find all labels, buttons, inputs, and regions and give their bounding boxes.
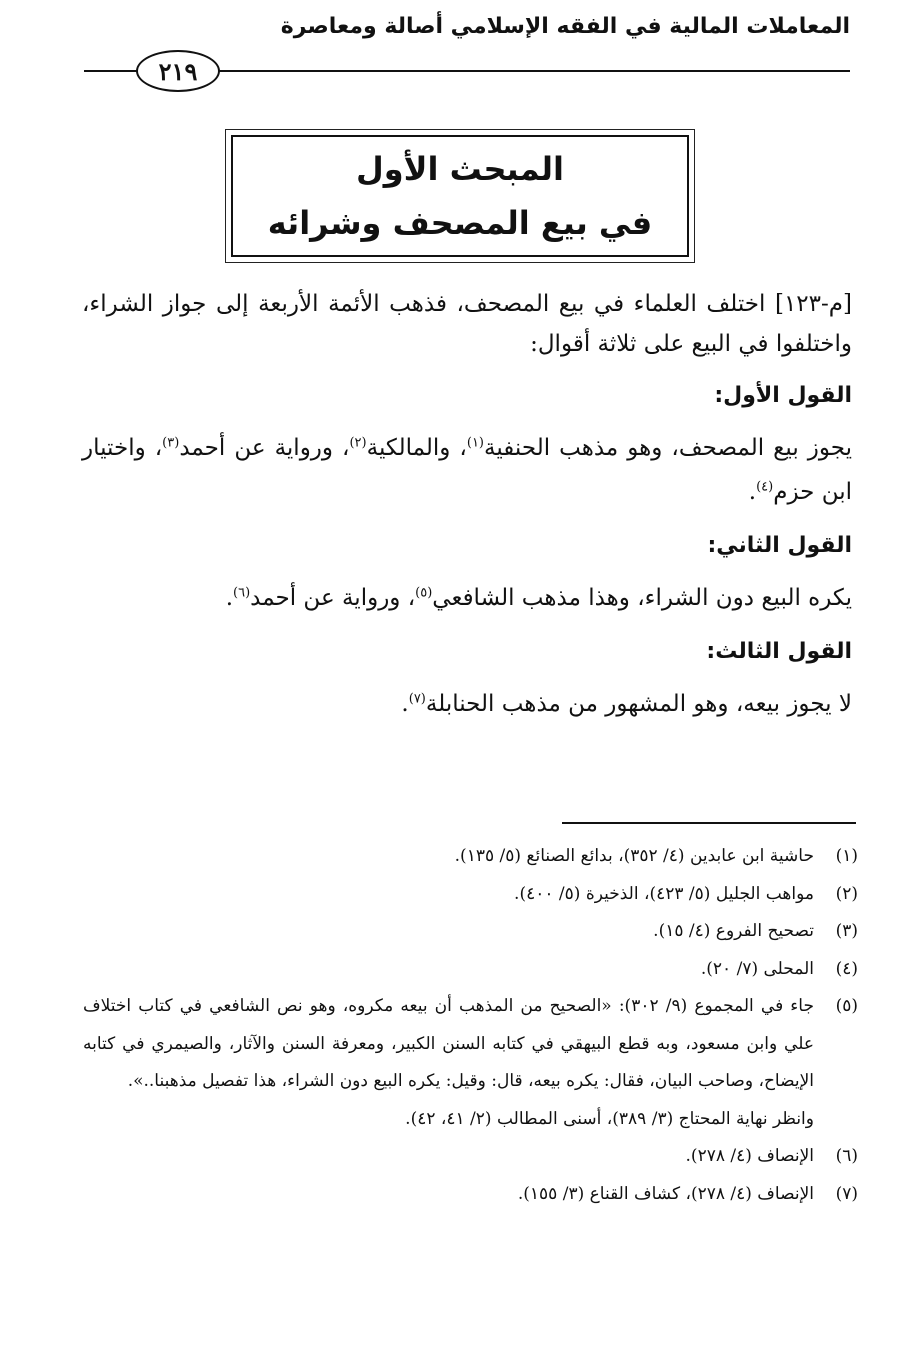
footnote-item bbox=[83, 1138, 858, 1176]
footnote-number: (٣) bbox=[835, 921, 858, 941]
opinion-text bbox=[82, 426, 852, 514]
footnote-item bbox=[83, 988, 858, 1138]
section-heading-inner-frame bbox=[231, 135, 689, 257]
footnote-number: (٤) bbox=[835, 958, 858, 979]
footnote-line: وانظر نهاية المحتاج (٣/ ٣٨٩)، أسنى المطالب (٢/ ٤١، ٤٢). bbox=[405, 1108, 814, 1129]
footnote-text bbox=[83, 838, 814, 876]
opinion-2 bbox=[82, 526, 852, 620]
opinion-segment: ، واختيار ابن حزم bbox=[82, 435, 852, 505]
footnote-item bbox=[83, 1176, 858, 1214]
opinion-text bbox=[82, 576, 852, 620]
opinion-3 bbox=[82, 632, 852, 726]
footnote-text bbox=[83, 913, 814, 951]
footnote-line: الإنصاف (٤/ ٢٧٨). bbox=[685, 1146, 814, 1166]
footnote-marker[interactable]: (٢) bbox=[349, 435, 367, 451]
footnote-text bbox=[83, 1176, 814, 1214]
footnote-number: (٥) bbox=[835, 996, 858, 1016]
footnote-marker[interactable]: (١) bbox=[466, 435, 484, 451]
intro-paragraph: [م-١٢٣] اختلف العلماء في بيع المصحف، فذهب الأئمة الأربعة إلى جواز الشراء، واختلفوا في البيع على ثلاثة أقوال: bbox=[82, 291, 852, 357]
opinion-segment: ، والمالكية bbox=[366, 435, 467, 461]
footnote-item bbox=[83, 913, 858, 951]
opinion-heading: القول الأول: bbox=[714, 383, 852, 408]
footnote-marker[interactable]: (٦) bbox=[233, 585, 251, 601]
opinion-segment: ، ورواية عن أحمد bbox=[250, 585, 416, 611]
section-heading-title: المبحث الأول bbox=[355, 150, 565, 188]
footnote-line: تصحيح الفروع (٤/ ١٥). bbox=[653, 921, 814, 941]
opinion-heading: القول الثالث: bbox=[706, 639, 852, 664]
footnote-item bbox=[83, 951, 858, 989]
opinion-text bbox=[82, 682, 852, 726]
opinion-segment: . bbox=[225, 585, 233, 611]
footnote-item bbox=[83, 838, 858, 876]
opinion-segment: لا يجوز بيعه، وهو المشهور من مذهب الحنابلة bbox=[425, 691, 852, 717]
footnote-marker[interactable]: (٥) bbox=[415, 585, 433, 601]
footnote-number: (٧) bbox=[835, 1183, 858, 1204]
footnote-text bbox=[83, 988, 814, 1138]
footnote-separator bbox=[562, 822, 856, 824]
section-heading-frame bbox=[225, 129, 695, 263]
opinion-1 bbox=[82, 376, 852, 514]
opinion-segment: . bbox=[401, 691, 409, 717]
footnote-marker[interactable]: (٣) bbox=[162, 435, 180, 451]
footnote-text bbox=[83, 1138, 814, 1176]
page-number: ٢١٩ bbox=[136, 50, 220, 92]
footnote-number: (١) bbox=[835, 846, 858, 866]
opinion-segment: يكره البيع دون الشراء، وهذا مذهب الشافعي bbox=[432, 585, 852, 611]
opinion-segment: ، ورواية عن أحمد bbox=[179, 435, 350, 461]
running-header-title: المعاملات المالية في الفقه الإسلامي أصالة ومعاصرة bbox=[280, 14, 850, 39]
footnote-text bbox=[83, 951, 814, 989]
footnote-text bbox=[83, 876, 814, 914]
opinion-segment: . bbox=[748, 479, 757, 505]
footnote-line: المحلى (٧/ ٢٠). bbox=[700, 958, 814, 979]
main-text bbox=[82, 284, 852, 730]
footnote-marker[interactable]: (٤) bbox=[756, 479, 774, 495]
opinion-segment: يجوز بيع المصحف، وهو مذهب الحنفية bbox=[484, 435, 852, 461]
footnote-marker[interactable]: (٧) bbox=[408, 691, 426, 707]
footnote-line: مواهب الجليل (٥/ ٤٢٣)، الذخيرة (٥/ ٤٠٠). bbox=[514, 883, 814, 904]
footnote-number: (٦) bbox=[835, 1146, 858, 1166]
footnote-number: (٢) bbox=[835, 883, 858, 904]
footnote-line: الإنصاف (٤/ ٢٧٨)، كشاف القناع (٣/ ١٥٥). bbox=[517, 1183, 814, 1204]
footnote-line: حاشية ابن عابدين (٤/ ٣٥٢)، بدائع الصنائع (٥/ ١٣٥). bbox=[454, 846, 814, 866]
footnote-item bbox=[83, 876, 858, 914]
footnote-line: جاء في المجموع (٩/ ٣٠٢): «الصحيح من المذهب أن بيعه مكروه، وهو نص الشافعي في كتاب اختلاف علي وابن مسعود، وبه قطع البيهقي في كتابه السنن الكبير، ومعرفة السنن والآثار، والصيمري في كتابه الإيضاح، وصاحب البيان، فقال: يكره بيعه، قال: وقيل: يكره البيع دون الشراء، هذا تفصيل مذهبنا..». bbox=[83, 996, 814, 1091]
section-heading-subtitle: في بيع المصحف وشرائه bbox=[267, 204, 653, 242]
opinion-heading: القول الثاني: bbox=[707, 533, 852, 558]
footnotes bbox=[83, 838, 858, 1213]
